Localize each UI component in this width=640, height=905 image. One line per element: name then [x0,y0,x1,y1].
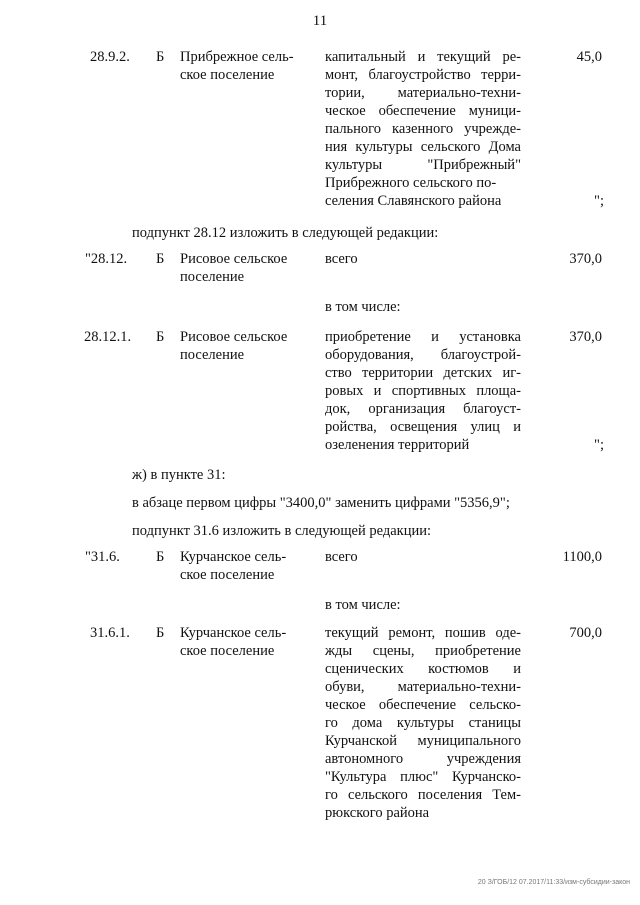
row-description: всего [325,549,358,565]
row-amount: 700,0 [569,625,602,641]
row-settlement-name: Прибрежное сель- ское поселение [180,49,294,83]
row-category: Б [156,329,165,345]
row-category: Б [156,625,165,641]
row-amount: 45,0 [576,49,602,65]
page-number: 11 [312,13,328,29]
including-label: в том числе: [325,299,401,315]
row-description: текущий ремонт, пошив оде- жды сцены, приобретение сценических костюмов и обуви, материально-техни- ческое обеспечение сельско- го дома культуры станицы Курчанской муниципального автономного учреждения "Культура плюс" Курчанско- го сельского поселения Тем- рюкского района [325,625,521,821]
row-number: "31.6. [85,549,120,565]
row-description: всего [325,251,358,267]
row-amount: 370,0 [569,329,602,345]
closing-quote: "; [594,437,604,453]
instruction-text: подпункт 31.6 изложить в следующей редакции: [132,523,432,539]
row-settlement-name: Рисовое сельское поселение [180,251,288,285]
row-category: Б [156,49,165,65]
row-number: 31.6.1. [90,625,130,641]
row-settlement-name: Рисовое сельское поселение [180,329,288,363]
row-description: приобретение и установка оборудования, благоустрой- ство территории детских иг- ровых и спортивных площа- док, организация благоуст- ройства, освещения улиц и озеленения территорий [325,329,521,453]
row-category: Б [156,251,165,267]
row-number: 28.9.2. [90,49,130,65]
row-description: капитальный и текущий ре- монт, благоустройство терри- тории, материально-техни- ческое обеспечение муници- пального казенного учрежде- ния культуры сельского Дома культуры "Прибрежный" Прибрежного сельского по- селения Славянского района [325,49,521,209]
document-footer: 20 З/ГОБ/12 07.2017/11:33/изм-субсидии-закон [477,879,630,886]
closing-quote: "; [594,193,604,209]
including-label: в том числе: [325,597,401,613]
instruction-text: ж) в пункте 31: [132,467,226,483]
row-amount: 1100,0 [562,549,602,565]
row-amount: 370,0 [569,251,602,267]
row-settlement-name: Курчанское сель- ское поселение [180,625,287,659]
row-number: "28.12. [85,251,128,267]
row-category: Б [156,549,165,565]
row-settlement-name: Курчанское сель- ское поселение [180,549,287,583]
instruction-text: подпункт 28.12 изложить в следующей редакции: [132,225,439,241]
row-number: 28.12.1. [84,329,132,345]
instruction-text: в абзаце первом цифры "3400,0" заменить цифрами "5356,9"; [132,495,510,511]
